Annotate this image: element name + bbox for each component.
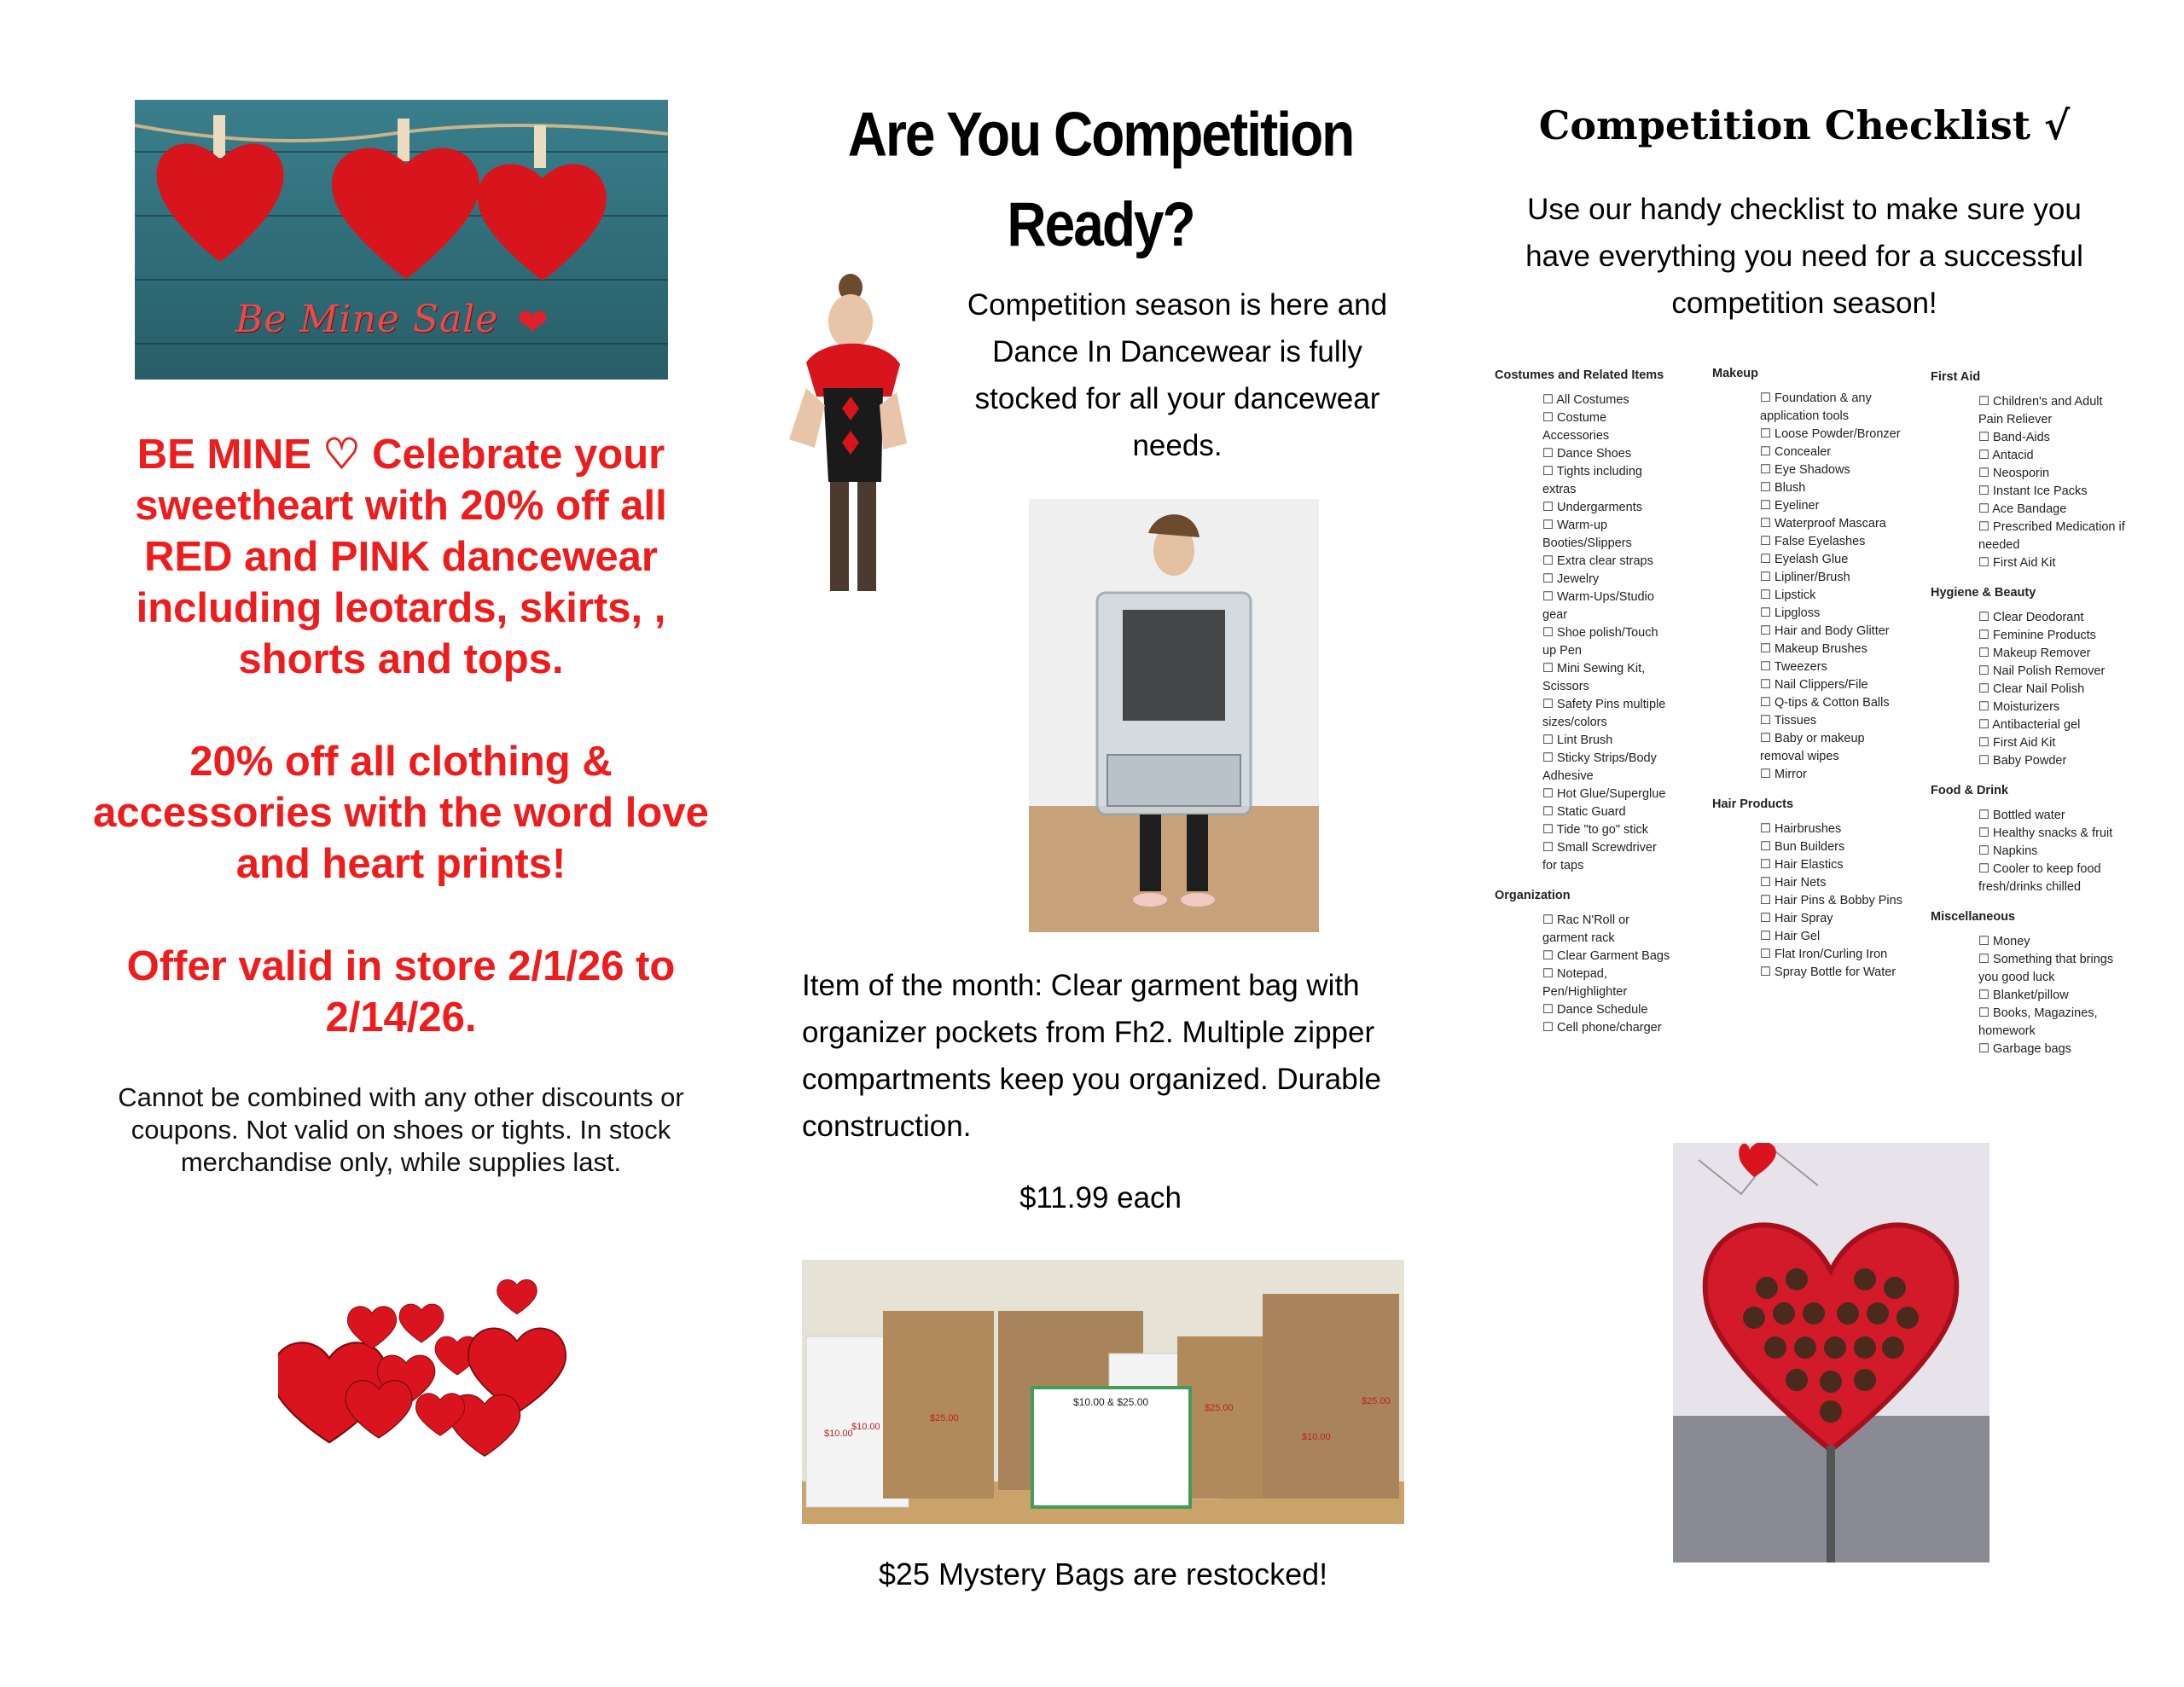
checklist-item-label: Tweezers [1774,660,1827,674]
checkbox-icon: ☐ [1760,499,1775,513]
checklist-item-label: Warm-up Booties/Slippers [1542,519,1632,550]
mystery-tag-6: $10.00 [824,1429,853,1439]
checkbox-icon: ☐ [1542,967,1558,981]
checklist-item-label: Tide "to go" stick [1556,823,1649,837]
checkbox-icon: ☐ [1542,949,1558,963]
checkbox-icon: ☐ [1760,481,1775,495]
checklist-item [1760,515,1908,533]
checklist-item-label: Warm-Ups/Studio gear [1542,590,1654,622]
checklist-section-heading: Hygiene & Beauty [1931,586,2036,600]
checkbox-icon: ☐ [1760,894,1775,907]
checkbox-icon: ☐ [1542,733,1558,747]
checklist-item [1978,752,2127,770]
checkbox-icon: ☐ [1978,736,1994,750]
checklist-item-label: Band-Aids [1993,431,2050,444]
checkbox-icon: ☐ [1978,611,1994,624]
checklist-item-label: Jewelry [1557,572,1600,586]
checklist-item [1760,623,1908,641]
checklist-column-2 [1712,365,1908,982]
checkbox-icon: ☐ [1542,411,1558,425]
checklist-item [1760,766,1908,784]
checklist-item-label: Prescribed Medication if needed [1978,520,2125,552]
checkbox-icon: ☐ [1978,664,1994,678]
checklist-item-label: Money [1993,935,2030,948]
checkbox-icon: ☐ [1542,841,1558,855]
checklist-item [1760,928,1908,946]
checklist-item-label: Eyelash Glue [1774,553,1849,566]
chocolate-heart-display-photo [1673,1143,1989,1562]
checklist-item [1542,750,1674,786]
checklist-item [1760,694,1908,712]
checkbox-icon: ☐ [1760,840,1775,854]
checklist-item-label: Baby or makeup removal wipes [1760,732,1865,763]
checklist-item [1542,499,1674,517]
checkbox-icon: ☐ [1760,948,1775,961]
checkbox-icon: ☐ [1542,1003,1558,1017]
checkbox-icon: ☐ [1978,826,1994,840]
checkbox-icon: ☐ [1542,572,1558,586]
checklist-item [1542,839,1674,875]
checklist-item-label: Small Screwdriver for taps [1542,841,1657,872]
checkbox-icon: ☐ [1760,930,1775,943]
checkbox-icon: ☐ [1760,678,1775,692]
checklist-item [1978,663,2127,681]
checklist-item [1542,732,1674,750]
checklist-item-label: Hair and Body Glitter [1774,624,1890,638]
checklist-item-label: Hair Spray [1774,912,1833,925]
checklist-item-label: Cooler to keep food fresh/drinks chilled [1978,862,2101,894]
competition-intro-text: Competition season is here and Dance In Dancewear is fully stocked for all your dancewear needs. [967,288,1388,462]
checklist-item-label: Neosporin [1993,467,2050,480]
checkbox-icon: ☐ [1542,913,1558,927]
checklist-item-label: Makeup Remover [1993,646,2091,660]
checkbox-icon: ☐ [1978,502,1993,516]
checklist-item [1542,948,1674,965]
checklist-item [1978,1041,2127,1058]
checklist-item [1760,676,1908,694]
checklist-item [1978,699,2127,716]
checklist-section-heading: Costumes and Related Items [1495,368,1664,382]
checkbox-icon: ☐ [1978,431,1994,444]
checkbox-icon: ☐ [1978,754,1994,768]
checkbox-icon: ☐ [1542,465,1557,478]
checklist-item-label: Clear Garment Bags [1557,949,1670,963]
checklist-intro-text: Use our handy checklist to make sure you have everything you need for a successful competition season! [1525,193,2083,320]
promo-valid-dates: Offer valid in store 2/1/26 to 2/14/26. [126,943,676,1041]
banner-script-text: Be Mine Sale [235,298,499,341]
checkbox-icon: ☐ [1978,520,1994,534]
checkbox-icon: ☐ [1978,556,1994,570]
checkbox-icon: ☐ [1542,501,1558,514]
checkbox-icon: ☐ [1542,393,1557,407]
checklist-item [1978,861,2127,896]
mystery-bags-caption: $25 Mystery Bags are restocked! [878,1557,1328,1591]
checklist-item [1760,426,1908,443]
checklist-item [1978,429,2127,447]
checklist-item [1978,483,2127,501]
mystery-tag-4: $10.00 [1302,1432,1331,1442]
checklist-item [1760,946,1908,964]
checkbox-icon: ☐ [1978,935,1994,948]
checklist-item [1542,517,1674,553]
checklist-item [1542,1019,1674,1037]
checklist-item-label: Clear Deodorant [1993,611,2084,624]
checklist-item [1760,838,1908,856]
checklist-item [1542,912,1674,948]
checkbox-icon: ☐ [1760,606,1775,620]
checklist-section-heading: Hair Products [1712,797,1794,811]
checklist-item-label: Tights including extras [1542,465,1642,496]
promo-clothing-offer: 20% off all clothing & accessories with the word love and heart prints! [93,739,709,887]
checklist-item-label: Foundation & any application tools [1760,391,1872,423]
checklist-item-label: Dance Shoes [1557,447,1632,461]
checklist-item-label: Undergarments [1557,501,1642,514]
checkbox-icon: ☐ [1760,391,1775,405]
checklist-item [1760,874,1908,892]
checklist-column-3 [1931,368,2127,1058]
checklist-item-label: Eye Shadows [1774,463,1850,477]
checklist-item [1978,465,2127,483]
checkbox-icon: ☐ [1542,626,1558,640]
mystery-tag-3: $25.00 [1205,1403,1234,1413]
checkbox-icon: ☐ [1760,445,1775,459]
checklist-item [1978,554,2127,572]
checklist-item-label: First Aid Kit [1993,556,2056,570]
checklist-item [1760,964,1908,982]
checklist-item-label: Mirror [1774,768,1807,781]
checklist-item [1978,807,2127,825]
checkbox-icon: ☐ [1760,965,1775,979]
checklist-item [1542,965,1674,1001]
checklist-column-1 [1495,367,1674,1037]
checkbox-icon: ☐ [1760,624,1775,638]
checklist-item-label: Rac N'Roll or garment rack [1542,913,1629,945]
checklist-item-label: Lipgloss [1774,606,1821,620]
checklist-item-label: Lipliner/Brush [1774,571,1850,584]
mystery-tag-1: $10.00 [851,1422,880,1432]
checklist-item-label: Tissues [1774,714,1817,728]
checklist-item [1760,461,1908,479]
checklist-item [1760,892,1908,910]
checklist-item [1542,445,1674,463]
checklist-item [1760,533,1908,551]
be-mine-sale-banner-image [135,100,668,380]
checklist-item-label: All Costumes [1556,393,1629,407]
checkbox-icon: ☐ [1760,517,1775,530]
checkbox-icon: ☐ [1760,463,1775,477]
checklist-item [1542,624,1674,660]
checkbox-icon: ☐ [1978,953,1994,966]
checklist-item-label: Hot Glue/Superglue [1557,787,1666,801]
checklist-item [1542,696,1674,732]
checkbox-icon: ☐ [1760,876,1775,890]
checkbox-icon: ☐ [1978,844,1994,858]
checkbox-icon: ☐ [1542,662,1558,675]
checklist-item [1760,658,1908,676]
checkbox-icon: ☐ [1760,714,1774,728]
checklist-item [1760,641,1908,658]
checklist-item-label: Hairbrushes [1774,822,1842,836]
checklist-item-label: Bun Builders [1774,840,1845,854]
checklist-item [1978,519,2127,554]
checkbox-icon: ☐ [1978,646,1994,660]
checkbox-icon: ☐ [1542,698,1558,711]
checklist-item-label: Hair Pins & Bobby Pins [1774,894,1902,907]
checklist-item [1760,390,1908,426]
checklist-item [1542,1001,1674,1019]
checkbox-icon: ☐ [1542,447,1558,461]
checklist-item [1542,588,1674,624]
checklist-item [1978,501,2127,519]
checklist-item-label: Napkins [1993,844,2038,858]
checklist-item [1542,409,1674,445]
checkbox-icon: ☐ [1978,718,1993,732]
checkbox-icon: ☐ [1542,805,1558,819]
checklist-item [1978,987,2127,1005]
checklist-item [1760,479,1908,497]
checklist-item [1978,843,2127,861]
checklist-item-label: Lint Brush [1557,733,1613,747]
checkbox-icon: ☐ [1760,535,1775,548]
checkbox-icon: ☐ [1760,660,1774,674]
hearts-cluster-icon [278,1269,577,1465]
checklist-item [1542,391,1674,409]
checklist-item-label: Costume Accessories [1542,411,1610,443]
checkbox-icon: ☐ [1978,1042,1994,1056]
checklist-item-label: Ace Bandage [1992,502,2067,516]
checklist-section-heading: Food & Drink [1931,784,2009,797]
checkbox-icon: ☐ [1760,822,1775,836]
promo-headline: BE MINE ♡ Celebrate your sweetheart with 20% off all RED and PINK dancewear including leotards, skirts, , shorts and tops. [135,432,667,682]
checkbox-icon: ☐ [1542,1021,1558,1035]
mystery-bags-photo [802,1260,1404,1524]
checklist-item [1978,734,2127,752]
checklist-item [1542,571,1674,588]
checkbox-icon: ☐ [1542,751,1558,765]
checklist-item [1760,587,1908,605]
checkbox-icon: ☐ [1978,467,1994,480]
checklist-item-label: Flat Iron/Curling Iron [1774,948,1888,961]
checklist-item [1760,569,1908,587]
checklist-section-heading: Miscellaneous [1931,910,2016,924]
checkbox-icon: ☐ [1760,768,1775,781]
checkbox-icon: ☐ [1542,554,1558,568]
checklist-item-label: Blush [1774,481,1806,495]
checklist-item-label: Shoe polish/Touch up Pen [1542,626,1658,658]
checkbox-icon: ☐ [1978,862,1994,876]
checklist-item-label: Waterproof Mascara [1774,517,1886,530]
checklist-item [1978,933,2127,951]
checklist-section-heading: Organization [1495,889,1571,902]
checkbox-icon: ☐ [1760,588,1775,602]
checklist-item-label: Q-tips & Cotton Balls [1774,696,1890,710]
checkbox-icon: ☐ [1978,700,1994,714]
checklist-item-label: Children's and Adult Pain Reliever [1978,395,2103,426]
checklist-item-label: Notepad, Pen/Highlighter [1542,967,1628,999]
checklist-section-heading: Makeup [1712,367,1758,380]
checklist-item-label: Bottled water [1993,809,2065,822]
checkbox-icon: ☐ [1542,590,1558,604]
checkbox-icon: ☐ [1760,571,1775,584]
checklist-item [1542,553,1674,571]
checklist-item [1978,609,2127,627]
checklist-item-label: Feminine Products [1993,629,2096,642]
checklist-item-label: Antibacterial gel [1992,718,2081,732]
checklist-item [1760,443,1908,461]
checklist-item-label: Books, Magazines, homework [1978,1006,2098,1038]
mystery-tag-5: $25.00 [1362,1396,1391,1406]
checklist-item-label: Instant Ice Packs [1993,484,2088,498]
item-price: $11.99 each [1019,1181,1182,1215]
checkbox-icon: ☐ [1760,553,1775,566]
mystery-sign-prices: $10.00 & $25.00 [1073,1396,1149,1408]
checklist-item [1978,393,2127,429]
checkbox-icon: ☐ [1978,1006,1994,1020]
checklist-item-label: Spray Bottle for Water [1774,965,1896,979]
checklist-item-label: Nail Clippers/File [1774,678,1868,692]
checklist-item-label: Makeup Brushes [1774,642,1867,656]
checklist-item-label: Static Guard [1557,805,1626,819]
checklist-item-label: Loose Powder/Bronzer [1774,427,1901,441]
checklist-item-label: Extra clear straps [1557,554,1653,568]
checkbox-icon: ☐ [1760,858,1775,872]
checklist-item [1542,463,1674,499]
checklist-item-label: Sticky Strips/Body Adhesive [1542,751,1657,783]
checklist-item [1978,627,2127,645]
checklist-item [1542,786,1674,803]
checklist-item-label: Healthy snacks & fruit [1993,826,2113,840]
mystery-tag-2: $25.00 [930,1413,959,1423]
checkbox-icon: ☐ [1542,787,1558,801]
checklist-item-label: Hair Elastics [1774,858,1844,872]
checkbox-icon: ☐ [1760,696,1775,710]
checklist-item [1542,821,1674,839]
checkbox-icon: ☐ [1760,642,1775,656]
checkbox-icon: ☐ [1542,519,1558,532]
checklist-item [1978,951,2127,987]
checkbox-icon: ☐ [1542,823,1557,837]
checklist-item [1760,856,1908,874]
checklist-item-label: False Eyelashes [1774,535,1866,548]
checkbox-icon: ☐ [1760,912,1775,925]
clear-garment-bag-photo [1029,499,1319,932]
checkbox-icon: ☐ [1978,988,1994,1002]
checklist-item-label: Hair Gel [1774,930,1821,943]
checklist-item [1760,551,1908,569]
checklist-item [1760,712,1908,730]
checklist-item-label: Mini Sewing Kit, Scissors [1542,662,1646,693]
checkbox-icon: ☐ [1978,682,1994,696]
checklist-item [1978,716,2127,734]
checklist-item [1978,447,2127,465]
promo-fine-print: Cannot be combined with any other discounts or coupons. Not valid on shoes or tights. In stock merchandise only, while supplies last. [118,1082,684,1177]
checklist-item [1760,910,1908,928]
checklist-item [1760,497,1908,515]
checklist-item [1760,730,1908,766]
checklist-item-label: Moisturizers [1993,700,2060,714]
checklist-item [1542,660,1674,696]
competition-checklist-title: Competition Checklist √ [1538,102,2071,148]
dancer-costume-photo [772,269,907,591]
checklist-item-label: Garbage bags [1993,1042,2071,1056]
checklist-item-label: Cell phone/charger [1557,1021,1662,1035]
checkbox-icon: ☐ [1978,449,1993,462]
checkbox-icon: ☐ [1978,809,1994,822]
checkbox-icon: ☐ [1978,629,1994,642]
checklist-item [1978,645,2127,663]
checklist-item-label: Baby Powder [1993,754,2067,768]
checklist-item-label: Something that brings you good luck [1978,953,2114,984]
checklist-item [1978,825,2127,843]
checklist-item-label: Blanket/pillow [1993,988,2069,1002]
checklist-item-label: Lipstick [1774,588,1816,602]
checklist-item-label: Safety Pins multiple sizes/colors [1542,698,1666,729]
checklist-item [1760,605,1908,623]
checklist-item-label: Nail Polish Remover [1993,664,2106,678]
checklist-item [1760,820,1908,838]
checklist-item-label: Hair Nets [1774,876,1827,890]
checklist-item-label: Dance Schedule [1557,1003,1648,1017]
competition-ready-title: Are You Competition Ready? [847,98,1354,260]
checklist-item-label: Antacid [1992,449,2034,462]
checklist-item [1542,803,1674,821]
promo-text-block [85,429,717,1043]
checklist-item-label: First Aid Kit [1993,736,2056,750]
checkbox-icon: ☐ [1978,484,1994,498]
checklist-section-heading: First Aid [1931,370,1981,384]
checklist-item-label: Eyeliner [1774,499,1820,513]
checklist-item-label: Concealer [1774,445,1832,459]
checkbox-icon: ☐ [1760,732,1775,745]
checklist-item [1978,1005,2127,1041]
checklist-item [1978,681,2127,699]
checkbox-icon: ☐ [1978,395,1994,409]
item-of-the-month-text: Item of the month: Clear garment bag with organizer pockets from Fh2. Multiple zipper compartments keep you organized. Durable construction. [802,969,1381,1143]
checklist-item-label: Clear Nail Polish [1993,682,2085,696]
checkbox-icon: ☐ [1760,427,1775,441]
banner-heart-icon: ❤ [517,302,549,344]
